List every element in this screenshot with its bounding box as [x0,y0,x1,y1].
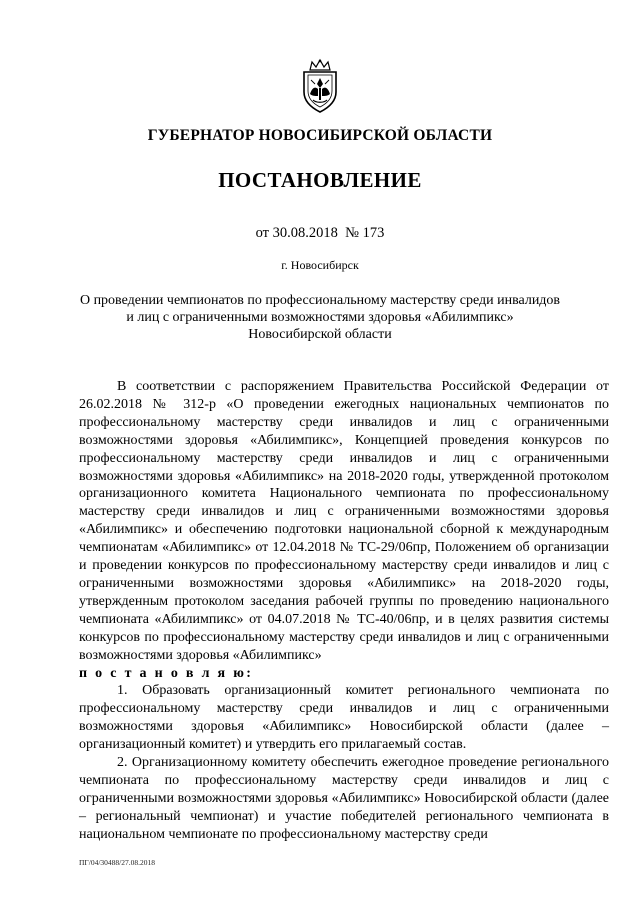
decree-word: п о с т а н о в л я ю: [79,665,254,681]
document-date-number: от 30.08.2018 № 173 [255,225,385,241]
document-body [79,378,609,844]
title-line: и лиц с ограниченными возможностями здоровья «Абилимпикс» [126,310,514,325]
coat-of-arms-emblem-icon [298,58,342,114]
item-2-paragraph [79,754,609,844]
title-line: Новосибирской области [248,327,392,342]
emblem-container [0,58,640,114]
item-1-paragraph [79,682,609,754]
item-2-text: 2. Организационному комитету обеспечить ежегодное проведение регионального чемпионата по профессиональному мастерству среди инвалидов и лиц с ограниченными возможностями здоровья «Абилимпикс» Новосибирской области (далее – региональный чемпионат) и участие победителей регионального чемпионата в национальном чемпионате по профессиональному мастерству среди [79,755,609,842]
preamble-paragraph [79,378,609,665]
item-1-text: 1. Образовать организационный комитет регионального чемпионата по профессиональному мастерству среди инвалидов и лиц с ограниченными возможностями здоровья «Абилимпикс» Новосибирской области (далее – организационный комитет) и утвердить его прилагаемый состав. [79,683,609,753]
decree-paragraph [79,665,609,683]
title-line: О проведении чемпионатов по профессиональному мастерству среди инвалидов [79,293,561,308]
document-type-heading: ПОСТАНОВЛЕНИЕ [218,168,422,192]
issuing-authority: ГУБЕРНАТОР НОВОСИБИРСКОЙ ОБЛАСТИ [147,127,493,144]
document-footer-code: ПГ/04/30488/27.08.2018 [79,858,156,867]
document-title [70,292,570,343]
preamble-text: В соответствии с распоряжением Правительства Российской Федерации от 26.02.2018 № 312-р «О проведении ежегодных национальных чемпионатов по профессиональному мастерству среди инвалидов и лиц с ограниченными возможностями здоровья «Абилимпикс», Концепцией проведения конкурсов по профессиональному мастерству среди инвалидов и лиц с ограниченными возможностями здоровья «Абилимпикс» на 2018-2020 годы, утвержденной протоколом организационного комитета Национального чемпионата по профессиональному мастерству среди инвалидов и лиц с ограниченными возможностями здоровья «Абилимпикс» и обеспечению подготовки национальной сборной к международным чемпионатам «Абилимпикс» от 12.04.2018 № ТС-29/06пр, Положением об организации и проведении конкурсов по профессиональному мастерству среди инвалидов и лиц с ограниченными возможностями здоровья «Абилимпикс» на 2018-2020 годы, утвержденным протоколом заседания рабочей группы по проведению национального чемпионата «Абилимпикс» от 04.07.2018 № ТС-40/06пр, и в целях развития системы конкурсов по профессиональному мастерству среди инвалидов и лиц с ограниченными возможностями здоровья «Абилимпикс» [79,379,609,663]
document-city: г. Новосибирск [281,258,359,272]
